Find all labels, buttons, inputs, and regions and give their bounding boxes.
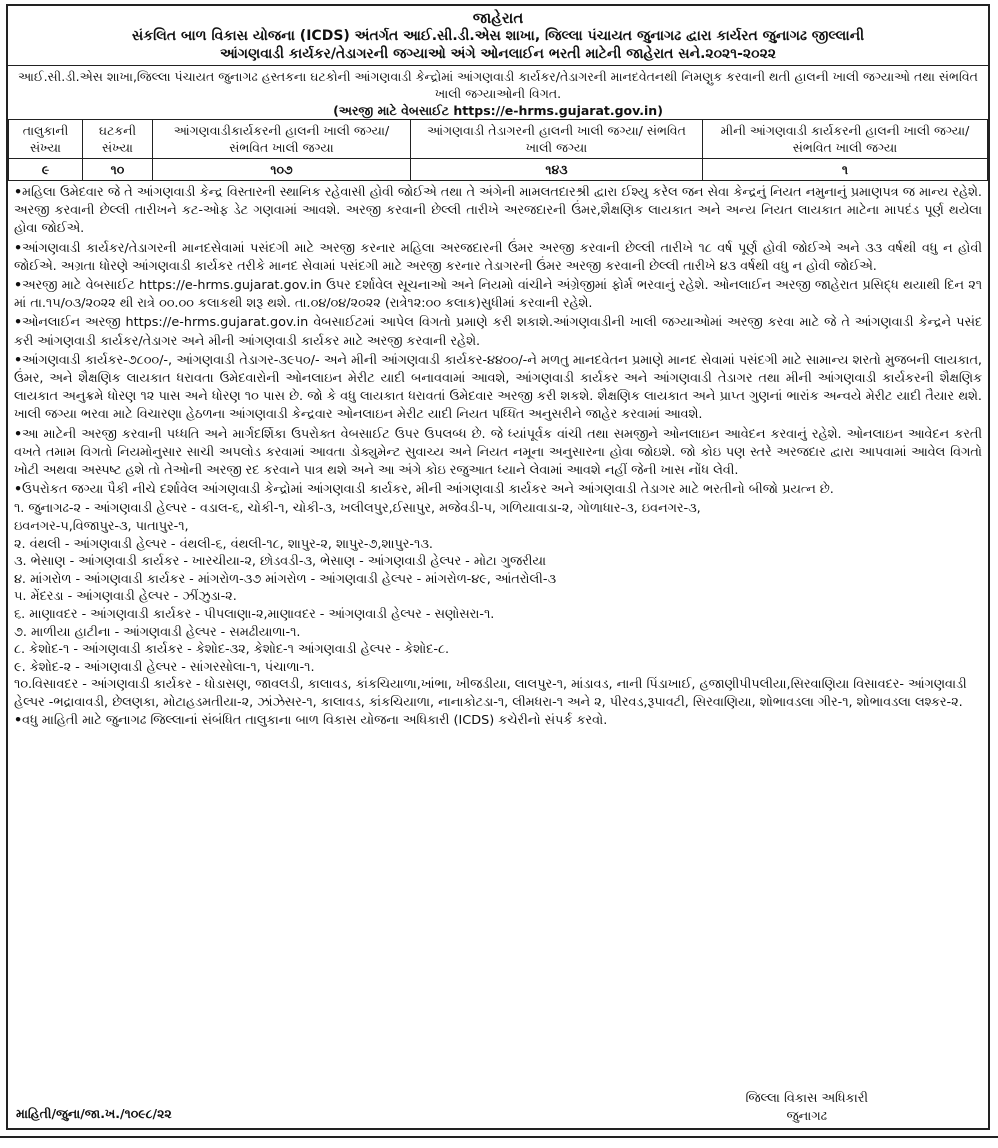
notice-title: જાહેરાત [472, 9, 524, 27]
cell-unit-count: ૧૦ [83, 159, 153, 181]
centre-list [14, 500, 982, 711]
condition-item: •આંગણવાડી કાર્યકર-૭૮૦૦/-, આંગણવાડી તેડાગર-૩૯૫૦/- અને મીની આંગણવાડી કાર્યકર-૪૪૦૦/-ને મળતુ માનદવેતન પ્રમાણે માનદ સેવામાં પસંદગી માટે સામાન્ય શરતો મુજબની લાયકાત, ઉંમર, અને શૈક્ષણિક લાયકાત ધરાવતા ઉમેદવારોની ઓનલાઇન મેરીટ યાદી બનાવવામાં આવશે, આંગણવાડી કાર્યકર અને આંગણવાડી તેડાગર તથા મીની આંગણવાડી કાર્યકરની શૈક્ષણિક લાયકાત અનુક્રમે ધોરણ ૧૨ પાસ અને ધોરણ ૧૦ પાસ છે. જો કે વધુ લાયકાત ધરાવતાં ઉમેદવાર અરજી કરી શકશે. શૈક્ષણિક લાયકાત અને પ્રાપ્ત ગુણનાં ભારાંક અન્વયે મેરીટ યાદી તૈયાર થશે. ખાલી જગ્યા ભરવા માટે વિચારણા હેઠળના આંગણવાડી કેન્દ્રવાર ઓનલાઇન મેરીટ યાદી નિયત પધ્ધિત અનુસરીને જાહેર કરવામાં આવશે. [14, 352, 982, 423]
bullet-icon: • [14, 185, 23, 200]
vacancy-table-header-row [9, 120, 988, 159]
bullet-icon: • [14, 240, 23, 256]
col-unit-count: ઘટકની સંખ્યા [83, 120, 153, 159]
col-taluka-count: તાલુકાની સંખ્યા [9, 120, 83, 159]
list-item: ઇવનગર-૫,વિજાપુર-૩, પાતાપુર-૧, [14, 519, 189, 535]
condition-item: •આંગણવાડી કાર્યકર/તેડાગરની માનદસેવામાં પસંદગી માટે અરજી કરનાર મહિલા અરજદારની ઉંમર અરજી કરવાની છેલ્લી તારીખે ૧૮ વર્ષ પૂર્ણ હોવી જોઈએ અને ૩૩ વર્ષથી વધુ ન હોવી જોઈએ. અગ્રતા ધોરણે આંગણવાડી કાર્યકર તરીકે માનદ સેવામાં પસંદગી માટે અરજી કરનાર તેડાગરની ઉંમર અરજી કરવાની છેલ્લી તારીખે ૪૩ વર્ષથી વધુ ન હોવી જોઈએ. [14, 240, 982, 274]
notice-heading-line-2: આંગણવાડી કાર્યકર/તેડાગરની જગ્યાઓ અંગે ઓનલાઈન ભરતી માટેની જાહેરાત સને.૨૦૨૧-૨૦૨૨ [219, 46, 777, 62]
bullet-icon: • [14, 712, 23, 728]
signatory-place: જુનાગઢ [786, 1109, 827, 1124]
reference-number: માહિતી/જુના/જા.ખ./૧૦૯૮/૨૨ [16, 1106, 172, 1121]
bullet-icon: • [14, 278, 23, 294]
website-line: (અરજી માટે વેબસાઈટ https://e-hrms.gujarat.gov.in) [333, 103, 663, 118]
cell-taluka-count: ૯ [9, 159, 83, 181]
list-item: ૪. માંગરોળ - આંગણવાડી કાર્યકર - માંગરોળ-૩૭ માંગરોળ - આંગણવાડી હેલ્પર - માંગરોળ-૪૯, આંતરોલી-૩ [14, 571, 556, 587]
list-item: ૯. કેશોદ-૨ - આંગણવાડી હેલ્પર - સાંગરસોલા-૧, પંચાળા-૧. [14, 659, 315, 675]
contact-note: •વધુ માહિતી માટે જુનાગઢ જિલ્લાનાં સંબંધિત તાલુકાના બાળ વિકાસ યોજના અધિકારી (ICDS) કચેરીનો સંપર્ક કરવો. [14, 712, 982, 730]
list-item: ૫. મેંદરડા - આંગણવાડી હેલ્પર - ઝીંઝુડા-૨. [14, 589, 237, 605]
col-mini-worker-vacancy: મીની આંગણવાડી કાર્યકરની હાલની ખાલી જગ્યા/સંભવિત ખાલી જગ્યા [703, 120, 988, 159]
signature-block [745, 1090, 868, 1126]
cell-worker-vacancy: ૧૦૭ [153, 159, 411, 181]
notice-heading-line-1: સંકલિત બાળ વિકાસ યોજના (ICDS) અંતર્ગત આઈ.સી.ડી.એસ શાખા, જિલ્લા પંચાયત જુનાગઢ દ્વારા કાર્યરત જુનાગઢ જીલ્લાની [131, 28, 865, 44]
bullet-icon: • [14, 482, 23, 498]
bullet-icon: • [14, 352, 23, 368]
bullet-icon: • [14, 426, 23, 442]
condition-item: •ઓનલાઈન અરજી https://e-hrms.gujarat.gov.in વેબસાઈટમાં આપેલ વિગતો પ્રમાણે કરી શકાશે.આંગણવાડીની ખાલી જગ્યાઓમાં અરજી કરવા માટે જે તે આંગણવાડી કેન્દ્રને પસંદ કરી આંગણવાડી કાર્યકર/તેડાગર અને મીની આંગણવાડી કાર્યકર માટે અરજી કરવાની રહેશે. [14, 315, 982, 349]
vacancy-table-row [9, 159, 988, 181]
divider [8, 65, 988, 66]
condition-item: •આ માટેની અરજી કરવાની પધ્ધતિ અને માર્ગદર્શિકા ઉપરોક્ત વેબસાઈટ ઉપર ઉપલબ્ધ છે. જે ધ્યાંપૂર્વક વાંચી તથા સમજીને ઓનલાઇન આવેદન કરવાનું રહેશે. ઓનલાઇન આવેદન કરતી વખતે તમામ વિગતો નિયમોનુસાર સાચી અપલોડ કરવામાં આવતા ડોક્યુમેન્ટ સુવાચ્ય અને નિયત નમૂના અનુસારના હોવા જોઇશે. જો કોઇ પણ સ્તરે અરજદાર દ્વારા આપવામાં આવેલ વિગતો ખોટી અથવા અસ્પષ્ટ હશે તો તેઓની અરજી રદ કરવાને પાત્ર થશે અને આ અંગે કોઇ રજુઆત ધ્યાને લેવામાં આવશે નહીં જેની ખાસ નોંધ લેવી. [14, 426, 982, 479]
conditions-list [14, 184, 982, 499]
list-item: ૮. કેશોદ-૧ - આંગણવાડી કાર્યકર - કેશોદ-૩૨, કેશોદ-૧ આંગણવાડી હેલ્પર - કેશોદ-૮. [14, 642, 450, 658]
advertisement-sheet [6, 4, 990, 1130]
list-item: ૩. ભેસાણ - આંગણવાડી કાર્યકર - ખારચીયા-૨, છોડવડી-૩, ભેસાણ - આંગણવાડી હેલ્પર - મોટા ગુજરીયા [14, 554, 547, 570]
list-item: ૭. માળીયા હાટીના - આંગણવાડી હેલ્પર - સમઢીયાળા-૧. [14, 624, 301, 640]
cell-mini-worker-vacancy: ૧ [703, 159, 988, 181]
intro-text: આઈ.સી.ડી.એસ શાખા,જિલ્લા પંચાયત જુનાગઢ હસ્તકના ઘટકોની આંગણવાડી કેન્દ્રોમાં આંગણવાડી કાર્યકર/તેડાગરની માનદવેતનથી નિમણુક કરવાની થતી હાલની ખાલી જગ્યાઓ તથા સંભવિત ખાલી જગ્યાઓની વિગત. [18, 69, 978, 101]
vacancy-table [8, 119, 988, 181]
condition-item: •મહિલા ઉમેદવાર જે તે આંગણવાડી કેન્દ્ર વિસ્તારની સ્થાનિક રહેવાસી હોવી જોઈએ તથા તે અંગેની મામલતદારશ્રી દ્વારા ઈશ્યુ કરેલ જન સેવા કેન્દ્રનું નિયત નમુનાનું પ્રમાણપત્ર જ માન્ય રહેશે. અરજી કરવાની છેલ્લી તારીખને કટ-ઓફ ડેટ ગણવામાં આવશે. અરજી કરવાની છેલ્લી તારીખે અરજદારની ઉંમર,શૈક્ષણિક લાયકાત અને અન્ય નિયત લાયકાત માટેના માપદંડ પૂર્ણ થયેલા હોવા જોઈએ. [14, 185, 982, 237]
list-item: ૧૦.વિસાવદર - આંગણવાડી કાર્યકર - ધોડાસણ, જાવલડી, કાલાવડ, કાંકચિયાળા,ખાંભા, ખીજડીયા, લાલપુર-૧, માંડાવડ, નાની પિંડાખાઈ, હજાણીપીપલીયા,સિરવાણિયા વિસાવદર- આંગણવાડી હેલ્પર -ભદ્રાવાવડી, છેલણકા, મોટાહડમતીયા-૨, ઝાંઝેસર-૧, કાલાવડ, કાંકચિયાળા, નાનાકોટડા-૧, લીમધરા-૧ અને ૨, પીરવડ,રૂપાવટી, સિરવાણિયા, શોભાવડલા ગીર-૧, શોભાવડલા લશ્કર-૨. [14, 677, 967, 710]
condition-item: •ઉપરોકત જગ્યા પૈકી નીચે દર્શાવેલ આંગણવાડી કેન્દ્રોમાં આંગણવાડી કાર્યકર, મીની આંગણવાડી કાર્યકર અને આંગણવાડી તેડાગર માટે ભરતીનો બીજો પ્રયત્ન છે. [14, 481, 982, 499]
bullet-icon: • [14, 315, 23, 331]
list-item: ૧. જુનાગઢ-૨ - આંગણવાડી હેલ્પર - વડાલ-૬, ચોકી-૧, ચોકી-૩, ખલીલપુર,ઈસાપુર, મજેવડી-૫, ગળિયાવાડા-૨, ગોળાધાર-૩, ઇવનગર-૩, [14, 501, 701, 517]
condition-item: •અરજી માટે વેબસાઈટ https://e-hrms.gujarat.gov.in ઉપર દર્શાવેલ સૂચનાઓ અને નિયમો વાંચીને અંગ્રેજીમાં ફોર્મ ભરવાનું રહેશે. ઓનલાઈન અરજી જાહેરાત પ્રસિદ્ધ થયાથી દિન ૨૧ માં તા.૧૫/૦૩/૨૦૨૨ થી રાત્રે ૦૦.૦૦ કલાકથી શરૂ થશે. તા.૦૪/૦૪/૨૦૨૨ (રાત્રે૧૨:૦૦ કલાક)સુધીમાં કરવાની રહેશે. [14, 278, 982, 312]
next-clipping-edge [0, 1136, 998, 1148]
cell-helper-vacancy: ૧૪૩ [411, 159, 703, 181]
signatory-designation: જિલ્લા વિકાસ અધિકારી [745, 1091, 868, 1106]
col-helper-vacancy: આંગણવાડી તેડાગરની હાલની ખાલી જગ્યા/ સંભવિત ખાલી જગ્યા [411, 120, 703, 159]
list-item: ૬. માણાવદર - આંગણવાડી કાર્યકર - પીપલાણા-૨,માણાવદર - આંગણવાડી હેલ્પર - સણોસરા-૧. [14, 607, 495, 623]
list-item: ૨. વંથલી - આંગણવાડી હેલ્પર - વંથલી-૬, વંથલી-૧૮, શાપુર-૨, શાપુર-૭,શાપુર-૧૩. [14, 536, 433, 552]
col-worker-vacancy: આંગણવાડીકાર્યકરની હાલની ખાલી જગ્યા/સંભવિત ખાલી જગ્યા [153, 120, 411, 159]
